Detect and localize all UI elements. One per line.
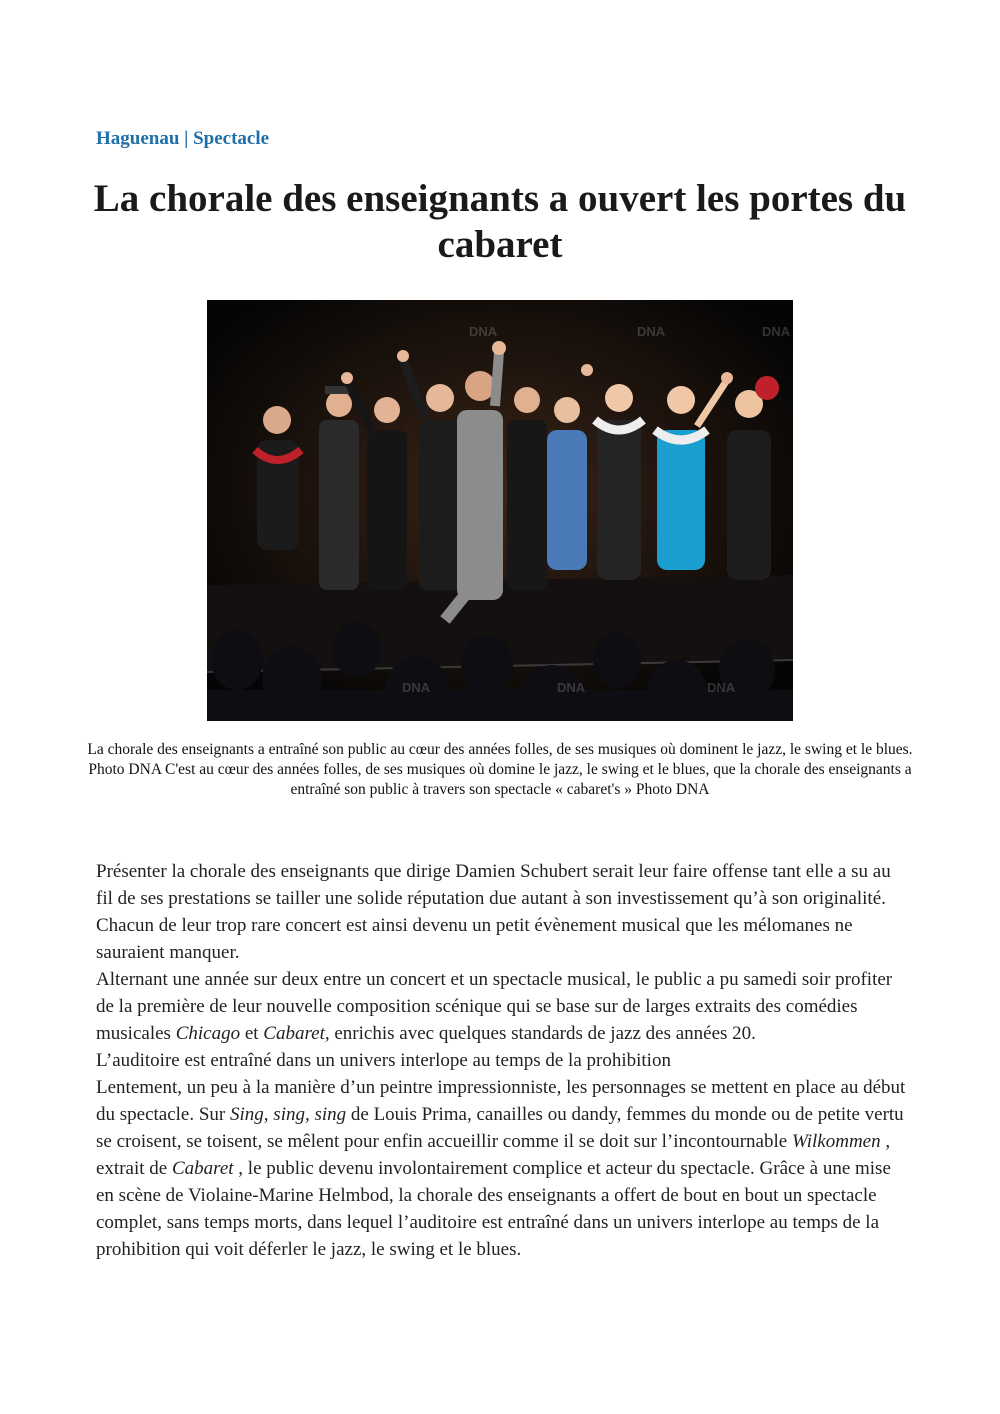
article-paragraph: Lentement, un peu à la manière d’un peintre impressionniste, les personnages se mettent en place au début du spectacle. Sur Sing, sing, sing de Louis Prima, canailles ou dandy, femmes du monde ou de petite vertu se croisent, se toisent, se mêlent pour enfin accueillir comme il se doit sur l’incontournable Wilkommen , extrait de Cabaret , le public devenu involontairement complice et acteur du spectacle. Grâce à une mise en scène de Violaine-Marine Helmbod, la chorale des enseignants a offert de bout en bout un spectacle complet, sans temps morts, dans lequel l’auditoire est entraîné dans un univers interlope au temps de la prohibition qui voit déferler le jazz, le swing et le blues. (96, 1077, 906, 1260)
article-body (96, 858, 906, 1263)
article-headline: La chorale des enseignants a ouvert les portes du cabaret (93, 177, 907, 266)
show-title: Chicago (175, 1023, 241, 1044)
show-title: Cabaret, (263, 1023, 330, 1044)
kicker-section: Spectacle (193, 128, 270, 149)
photo-watermark: DNA (762, 324, 791, 339)
song-title: Wilkommen (791, 1131, 881, 1152)
article-photo (207, 300, 793, 721)
photo-watermark: DNA (637, 324, 666, 339)
photo-watermark: DNA (557, 680, 586, 695)
section-kicker (96, 128, 269, 150)
show-title: Cabaret (171, 1158, 234, 1179)
photo-watermark: DNA (707, 680, 736, 695)
photo-caption: La chorale des enseignants a entraîné son public au cœur des années folles, de ses musiques où dominent le jazz, le swing et le blues. Photo DNA C'est au cœur des années folles, de ses musiques où domine le jazz, le swing et le blues, que la chorale des enseignants a entraîné son public à travers son spectacle « cabaret's » Photo DNA (87, 741, 913, 798)
photo-watermark: DNA (402, 680, 431, 695)
article-paragraph: Alternant une année sur deux entre un concert et un spectacle musical, le public a pu samedi soir profiter de la première de leur nouvelle composition scénique qui se base sur de larges extraits des comédies musicales Chicago et Cabaret, enrichis avec quelques standards de jazz des années 20. (96, 969, 893, 1044)
song-title: Sing, sing, sing (230, 1104, 347, 1125)
article-subheading: L’auditoire est entraîné dans un univers interlope au temps de la prohibition (96, 1050, 671, 1071)
photo-watermark: DNA (469, 324, 498, 339)
kicker-separator: | (184, 128, 189, 149)
kicker-location: Haguenau (96, 128, 180, 149)
article-paragraph: Présenter la chorale des enseignants que dirige Damien Schubert serait leur faire offense tant elle a su au fil de ses prestations se tailler une solide réputation due autant à son investissement qu’à son originalité. Chacun de leur trop rare concert est ainsi devenu un petit évènement musical que les mélomanes ne sauraient manquer. (96, 861, 891, 963)
choir-stage-photo (207, 300, 793, 721)
